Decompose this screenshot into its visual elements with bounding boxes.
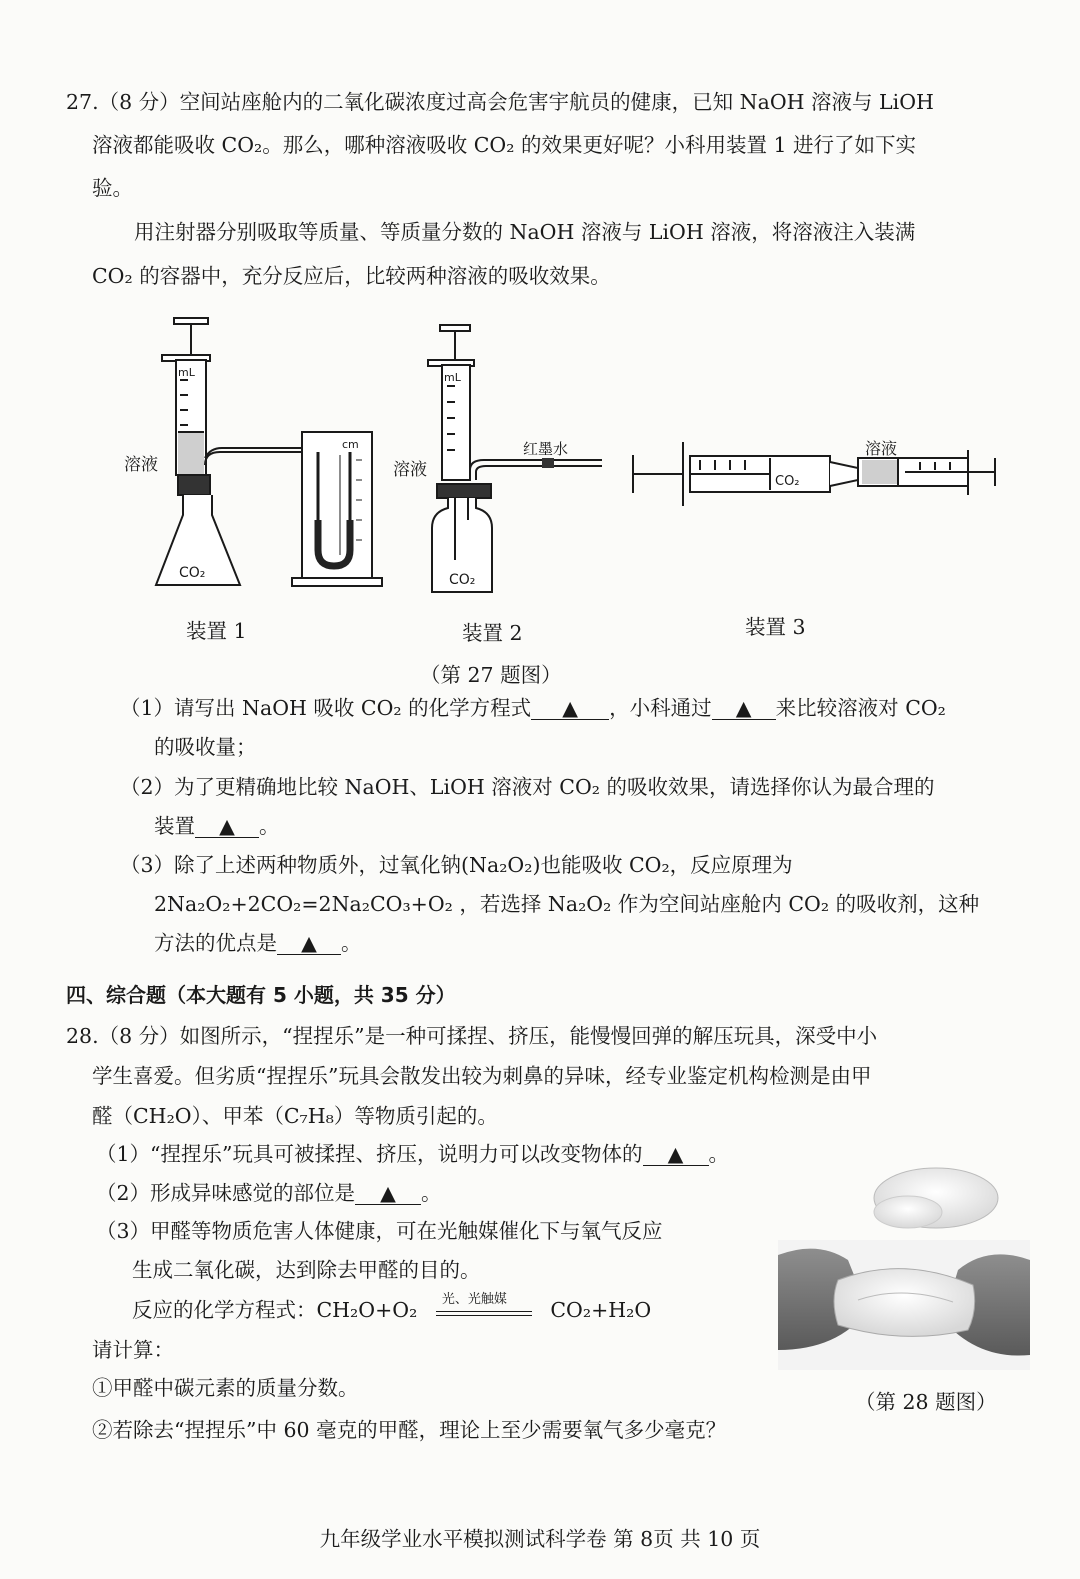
q28-sub1-text: （1）“捏捏乐”玩具可被揉捏、挤压，说明力可以改变物体的 (96, 1142, 643, 1166)
figure27-caption: （第 27 题图） (420, 663, 562, 687)
q27-sub3-cont (154, 933, 362, 955)
squishy-toy-photo (778, 1160, 1030, 1370)
q28-line-3: 醛（CH₂O）、甲苯（C₇H₈）等物质引起的。 (92, 1104, 498, 1128)
apparatus-figure (0, 300, 1080, 660)
figure28-caption: （第 28 题图） (855, 1390, 997, 1414)
device1-cm-label: cm (342, 438, 359, 451)
q28-line-1: 28.（8 分）如图所示，“捏捏乐”是一种可揉捏、挤压，能慢慢回弹的解压玩具，深受中小 (66, 1024, 878, 1048)
q27-sub1-text-a: （1）请写出 NaOH 吸收 CO₂ 的化学方程式 (120, 696, 532, 720)
q28-calc-2: ②若除去“捏捏乐”中 60 毫克的甲醛，理论上至少需要氧气多少毫克？ (92, 1418, 727, 1442)
device2-ink-label: 红墨水 (523, 440, 569, 458)
q28-line-2: 学生喜爱。但劣质“捏捏乐”玩具会散发出较为刺鼻的异味，经专业鉴定机构检测是由甲 (92, 1064, 872, 1088)
answer-blank[interactable]: ▲ (643, 1144, 709, 1166)
device3-co2-label: CO₂ (775, 474, 800, 489)
device2-caption: 装置 2 (462, 621, 523, 645)
answer-blank[interactable]: ▲ (531, 698, 609, 720)
q28-calc-1: ①甲醛中碳元素的质量分数。 (92, 1376, 359, 1400)
device3-solution-label: 溶液 (865, 439, 898, 458)
q28-sub3-cont: 生成二氧化碳，达到除去甲醛的目的。 (132, 1258, 481, 1282)
q28-sub2-text: （2）形成异味感觉的部位是 (96, 1181, 356, 1205)
q28-sub2-line (96, 1183, 442, 1205)
q27-line-2: 溶液都能吸收 CO₂。那么，哪种溶液吸收 CO₂ 的效果更好呢？小科用装置 1 进行了如下实 (92, 133, 917, 157)
q27-sub1-line (120, 698, 946, 720)
device1-caption: 装置 1 (186, 619, 247, 643)
q28-sub1-line (96, 1144, 729, 1166)
answer-blank[interactable]: ▲ (277, 933, 341, 955)
q28-equation (132, 1292, 652, 1322)
period: 。 (341, 931, 362, 955)
period: 。 (708, 1142, 730, 1166)
q27-sub1-cont: 的吸收量； (154, 735, 257, 759)
device1-co2-label: CO₂ (179, 565, 206, 581)
equation-left: 反应的化学方程式：CH₂O+O₂ (132, 1298, 418, 1322)
device2-ml-label: mL (444, 371, 461, 384)
answer-blank[interactable]: ▲ (195, 816, 259, 838)
q27-sub1-text-b: ，小科通过 (609, 696, 712, 720)
device2-solution-label: 溶液 (393, 460, 427, 480)
reaction-condition: 光、光触媒 (441, 1292, 507, 1307)
device1-solution-label: 溶液 (124, 455, 158, 475)
equation-right: CO₂+H₂O (550, 1298, 652, 1322)
answer-blank[interactable]: ▲ (712, 698, 776, 720)
q27-sub3-text: 方法的优点是 (154, 931, 277, 955)
device2-co2-label: CO₂ (449, 572, 476, 588)
period: 。 (259, 814, 280, 838)
answer-blank[interactable]: ▲ (355, 1183, 421, 1205)
reaction-arrow (436, 1292, 532, 1316)
device3-caption: 装置 3 (745, 615, 806, 639)
q27-sub2-cont (154, 816, 280, 838)
q27-sub2-text: 装置 (154, 814, 195, 838)
q27-sub2-line: （2）为了更精确地比较 NaOH、LiOH 溶液对 CO₂ 的吸收效果，请选择你认为最合理的 (120, 775, 935, 799)
page-footer: 九年级学业水平模拟测试科学卷 第 8页 共 10 页 (319, 1527, 761, 1551)
device1-ml-label: mL (178, 366, 195, 379)
q28-sub3-line: （3）甲醛等物质危害人体健康，可在光触媒催化下与氧气反应 (96, 1219, 663, 1243)
section-heading: 四、综合题（本大题有 5 小题，共 35 分） (66, 983, 456, 1007)
q27-sub3-equation: 2Na₂O₂+2CO₂=2Na₂CO₃+O₂ ，若选择 Na₂O₂ 作为空间站座舱内 CO₂ 的吸收剂，这种 (154, 892, 980, 916)
q27-line-5: CO₂ 的容器中，充分反应后，比较两种溶液的吸收效果。 (92, 264, 611, 288)
q27-line-4: 用注射器分别吸取等质量、等质量分数的 NaOH 溶液与 LiOH 溶液，将溶液注入装满 (134, 220, 916, 244)
q27-line-1: 27.（8 分）空间站座舱内的二氧化碳浓度过高会危害宇航员的健康，已知 NaOH 溶液与 LiOH (66, 90, 934, 114)
q27-sub1-text-c: 来比较溶液对 CO₂ (775, 696, 946, 720)
q27-line-3: 验。 (92, 176, 133, 200)
q27-sub3-line: （3）除了上述两种物质外，过氧化钠(Na₂O₂)也能吸收 CO₂，反应原理为 (120, 853, 793, 877)
q28-calc-heading: 请计算： (92, 1338, 174, 1362)
period: 。 (421, 1181, 442, 1205)
